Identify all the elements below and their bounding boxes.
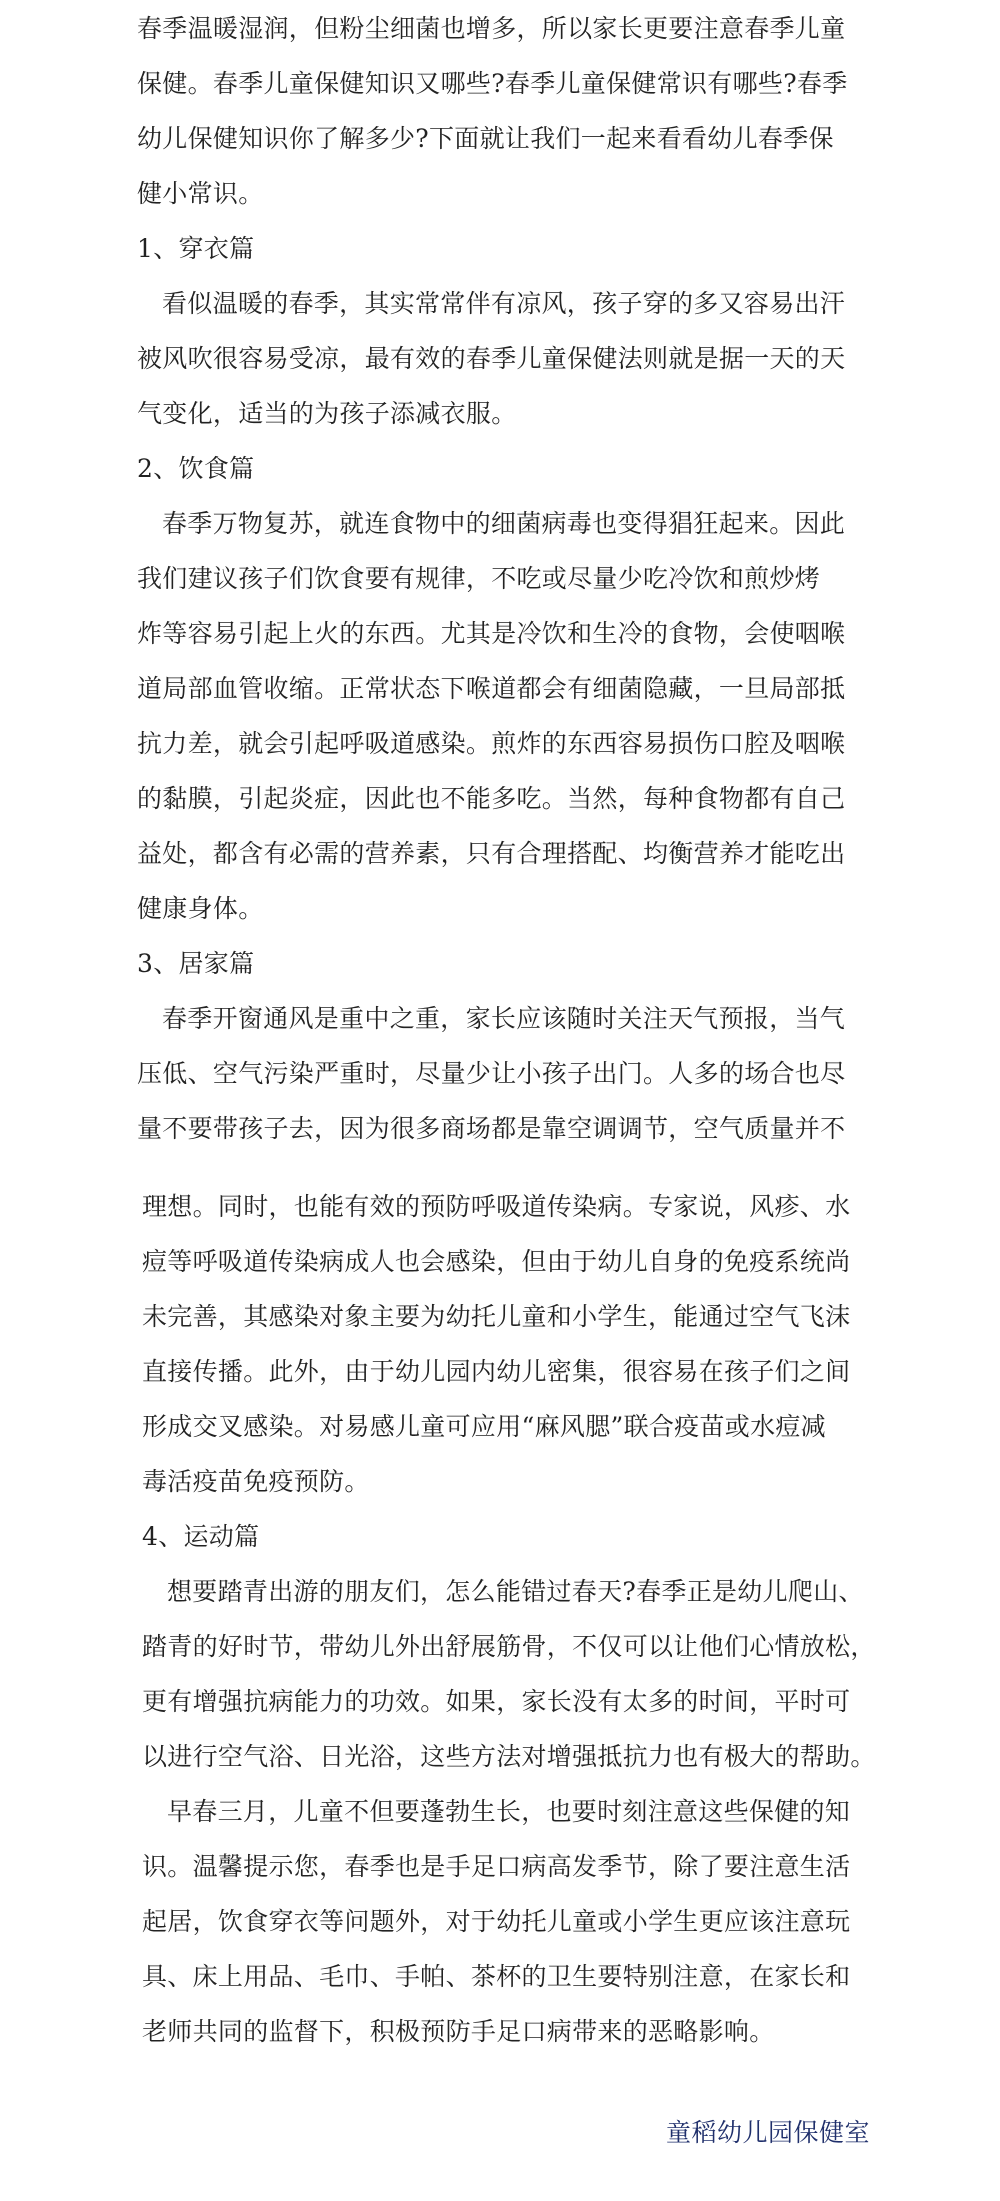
text-line: 想要踏青出游的朋友们，怎么能错过春天?春季正是幼儿爬山、 — [167, 1577, 864, 1606]
text-line: 春季开窗通风是重中之重，家长应该随时关注天气预报，当气 — [162, 1004, 846, 1033]
text-line: 起居，饮食穿衣等问题外，对于幼托儿童或小学生更应该注意玩 — [142, 1907, 851, 1936]
text-line: 被风吹很容易受凉，最有效的春季儿童保健法则就是据一天的天 — [137, 344, 846, 373]
text-line: 的黏膜，引起炎症，因此也不能多吃。当然，每种食物都有自己 — [137, 784, 846, 813]
text-line: 看似温暖的春季，其实常常伴有凉风，孩子穿的多又容易出汗 — [162, 289, 846, 318]
text-line: 以进行空气浴、日光浴，这些方法对增强抵抗力也有极大的帮助。 — [142, 1742, 876, 1771]
text-line: 抗力差，就会引起呼吸道感染。煎炸的东西容易损伤口腔及咽喉 — [137, 729, 846, 758]
text-line: 痘等呼吸道传染病成人也会感染，但由于幼儿自身的免疫系统尚 — [142, 1247, 851, 1276]
text-line: 毒活疫苗免疫预防。 — [142, 1467, 370, 1496]
section-heading-home: 3、居家篇 — [137, 949, 255, 978]
text-line: 具、床上用品、毛巾、手帕、茶杯的卫生要特别注意，在家长和 — [142, 1962, 851, 1991]
text-line: 踏青的好时节，带幼儿外出舒展筋骨，不仅可以让他们心情放松， — [142, 1632, 876, 1661]
text-line: 量不要带孩子去，因为很多商场都是靠空调调节，空气质量并不 — [137, 1114, 846, 1143]
text-line: 保健。春季儿童保健知识又哪些?春季儿童保健常识有哪些?春季 — [137, 69, 848, 98]
text-line: 形成交叉感染。对易感儿童可应用“麻风腮”联合疫苗或水痘减 — [142, 1412, 826, 1441]
text-line: 幼儿保健知识你了解多少?下面就让我们一起来看看幼儿春季保 — [137, 124, 834, 153]
text-line: 道局部血管收缩。正常状态下喉道都会有细菌隐藏，一旦局部抵 — [137, 674, 846, 703]
text-line: 直接传播。此外，由于幼儿园内幼儿密集，很容易在孩子们之间 — [142, 1357, 851, 1386]
text-line: 老师共同的监督下，积极预防手足口病带来的恶略影响。 — [142, 2017, 775, 2046]
text-line: 春季温暖湿润，但粉尘细菌也增多，所以家长更要注意春季儿童 — [137, 14, 846, 43]
signature: 童稻幼儿园保健室 — [665, 2118, 870, 2147]
section-heading-diet: 2、饮食篇 — [137, 454, 255, 483]
text-line: 益处，都含有必需的营养素，只有合理搭配、均衡营养才能吃出 — [137, 839, 846, 868]
text-line: 炸等容易引起上火的东西。尤其是冷饮和生冷的食物，会使咽喉 — [137, 619, 846, 648]
text-line: 健小常识。 — [137, 179, 264, 208]
text-line: 气变化，适当的为孩子添减衣服。 — [137, 399, 517, 428]
text-line: 我们建议孩子们饮食要有规律，不吃或尽量少吃冷饮和煎炒烤 — [137, 564, 821, 593]
text-line: 早春三月，儿童不但要蓬勃生长，也要时刻注意这些保健的知 — [167, 1797, 851, 1826]
section-heading-exercise: 4、运动篇 — [142, 1522, 260, 1551]
text-line: 更有增强抗病能力的功效。如果，家长没有太多的时间，平时可 — [142, 1687, 851, 1716]
text-line: 理想。同时，也能有效的预防呼吸道传染病。专家说，风疹、水 — [142, 1192, 851, 1221]
text-line: 春季万物复苏，就连食物中的细菌病毒也变得猖狂起来。因此 — [162, 509, 846, 538]
text-line: 压低、空气污染严重时，尽量少让小孩子出门。人多的场合也尽 — [137, 1059, 846, 1088]
text-line: 识。温馨提示您，春季也是手足口病高发季节，除了要注意生活 — [142, 1852, 851, 1881]
text-line: 未完善，其感染对象主要为幼托儿童和小学生，能通过空气飞沫 — [142, 1302, 851, 1331]
text-line: 健康身体。 — [137, 894, 264, 923]
section-heading-clothing: 1、穿衣篇 — [137, 234, 255, 263]
